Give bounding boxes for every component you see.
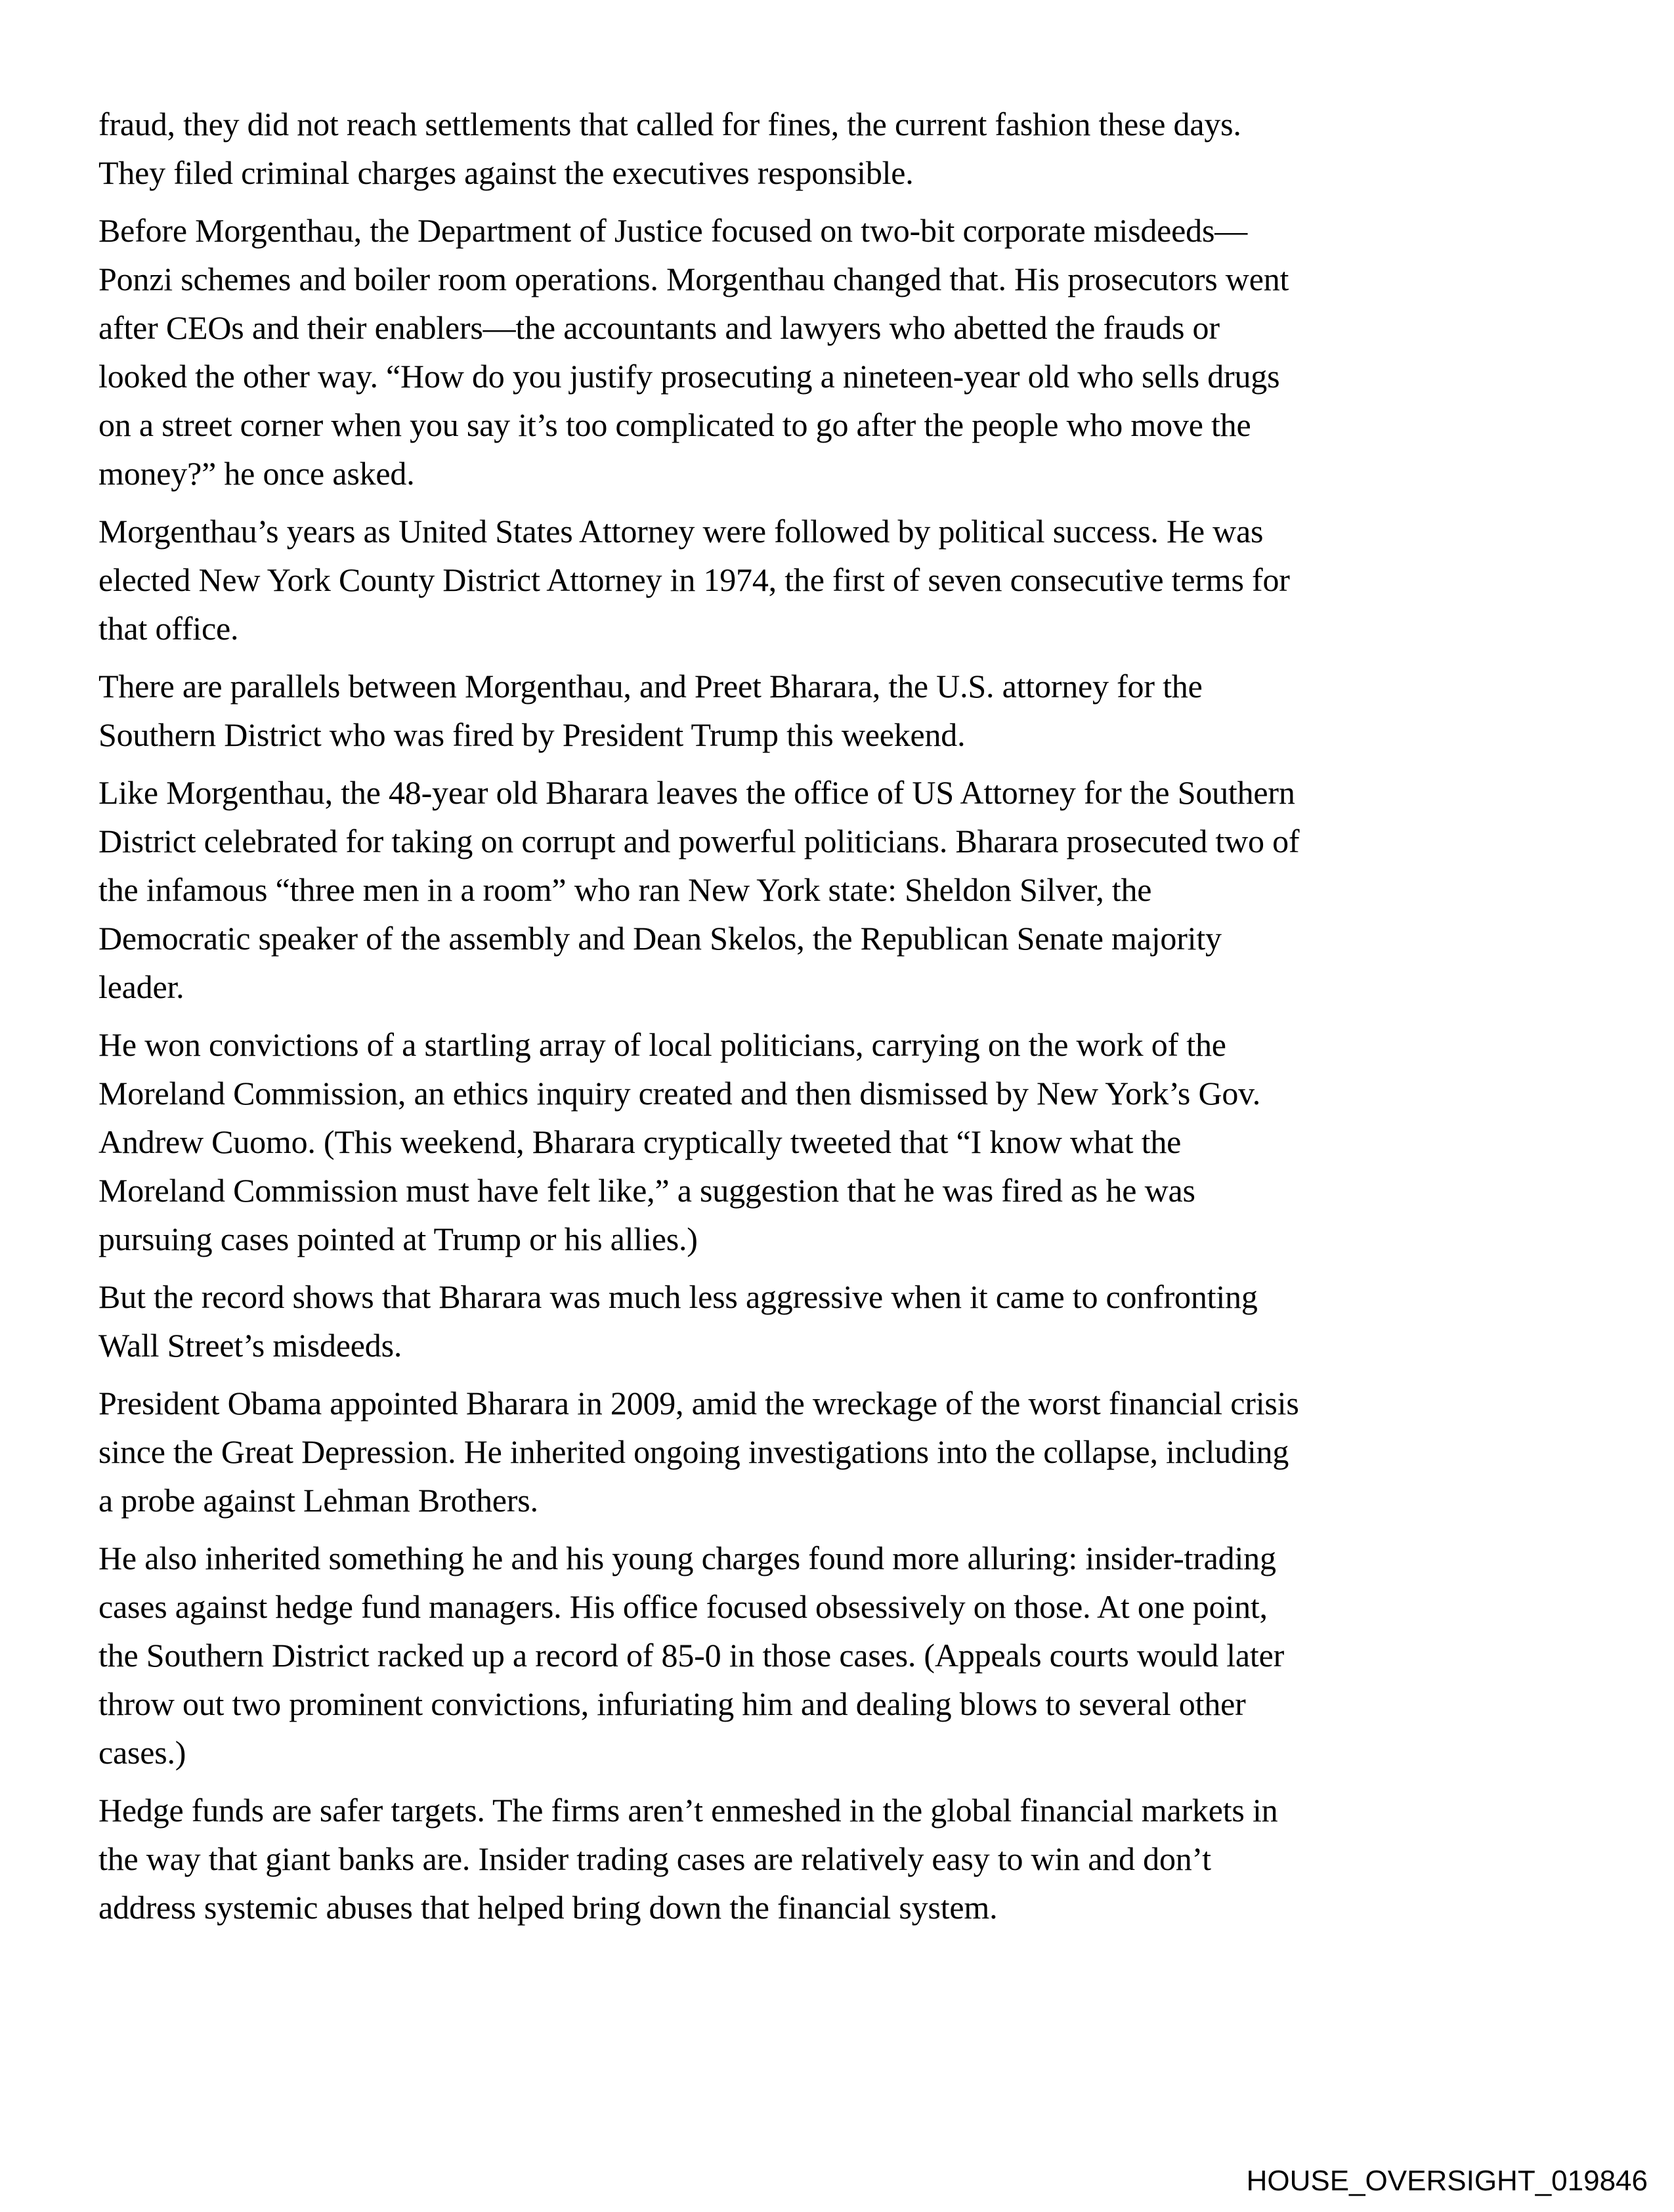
text-line: fraud, they did not reach settlements that called for fines, the current fashion these days.: [98, 106, 1241, 142]
text-line: Morgenthau’s years as United States Attorney were followed by political success. He was: [98, 513, 1264, 550]
text-line: the way that giant banks are. Insider trading cases are relatively easy to win and don’t: [98, 1840, 1211, 1877]
text-line: money?” he once asked.: [98, 455, 415, 492]
text-line: Wall Street’s misdeeds.: [98, 1327, 402, 1364]
paragraph-3: [98, 507, 1576, 653]
text-line: leader.: [98, 968, 184, 1005]
text-line: He also inherited something he and his young charges found more alluring: insider-trading: [98, 1540, 1276, 1576]
text-line: looked the other way. “How do you justify prosecuting a nineteen-year old who sells drugs: [98, 358, 1280, 395]
text-line: address systemic abuses that helped bring down the financial system.: [98, 1889, 998, 1926]
text-line: But the record shows that Bharara was much less aggressive when it came to confronting: [98, 1278, 1258, 1315]
text-line: pursuing cases pointed at Trump or his allies.): [98, 1221, 698, 1257]
text-line: There are parallels between Morgenthau, and Preet Bharara, the U.S. attorney for the: [98, 668, 1203, 705]
text-line: Andrew Cuomo. (This weekend, Bharara cryptically tweeted that “I know what the: [98, 1123, 1182, 1160]
paragraph-4: [98, 662, 1576, 759]
text-line: cases against hedge fund managers. His office focused obsessively on those. At one point,: [98, 1588, 1268, 1625]
paragraph-1: [98, 100, 1576, 197]
text-line: Like Morgenthau, the 48-year old Bharara leaves the office of US Attorney for the Southern: [98, 774, 1295, 811]
text-line: cases.): [98, 1734, 186, 1771]
document-body: [98, 100, 1576, 1941]
paragraph-10: [98, 1786, 1576, 1932]
text-line: President Obama appointed Bharara in 2009, amid the wreckage of the worst financial crisis: [98, 1385, 1299, 1421]
text-line: Hedge funds are safer targets. The firms aren’t enmeshed in the global financial markets in: [98, 1792, 1278, 1829]
paragraph-5: [98, 768, 1576, 1011]
paragraph-8: [98, 1379, 1576, 1525]
text-line: Moreland Commission, an ethics inquiry created and then dismissed by New York’s Gov.: [98, 1075, 1261, 1112]
text-line: that office.: [98, 610, 239, 647]
text-line: on a street corner when you say it’s too complicated to go after the people who move the: [98, 406, 1251, 443]
text-line: He won convictions of a startling array of local politicians, carrying on the work of the: [98, 1026, 1226, 1063]
text-line: since the Great Depression. He inherited ongoing investigations into the collapse, including: [98, 1433, 1289, 1470]
text-line: Democratic speaker of the assembly and Dean Skelos, the Republican Senate majority: [98, 920, 1222, 957]
text-line: Southern District who was fired by President Trump this weekend.: [98, 716, 966, 753]
paragraph-2: [98, 206, 1576, 498]
text-line: after CEOs and their enablers—the accountants and lawyers who abetted the frauds or: [98, 309, 1220, 346]
text-line: They filed criminal charges against the executives responsible.: [98, 154, 914, 191]
text-line: Before Morgenthau, the Department of Justice focused on two-bit corporate misdeeds—: [98, 212, 1248, 249]
text-line: Ponzi schemes and boiler room operations. Morgenthau changed that. His prosecutors went: [98, 261, 1289, 297]
text-line: throw out two prominent convictions, infuriating him and dealing blows to several other: [98, 1685, 1246, 1722]
paragraph-9: [98, 1534, 1576, 1777]
text-line: District celebrated for taking on corrupt and powerful politicians. Bharara prosecuted two of: [98, 823, 1300, 859]
text-line: the Southern District racked up a record of 85-0 in those cases. (Appeals courts would later: [98, 1637, 1285, 1674]
paragraph-7: [98, 1272, 1576, 1370]
text-line: the infamous “three men in a room” who ran New York state: Sheldon Silver, the: [98, 871, 1152, 908]
text-line: a probe against Lehman Brothers.: [98, 1482, 538, 1519]
text-line: elected New York County District Attorney in 1974, the first of seven consecutive terms for: [98, 561, 1290, 598]
bates-number: HOUSE_OVERSIGHT_019846: [1246, 2165, 1648, 2197]
text-line: Moreland Commission must have felt like,” a suggestion that he was fired as he was: [98, 1172, 1195, 1209]
paragraph-6: [98, 1020, 1576, 1263]
